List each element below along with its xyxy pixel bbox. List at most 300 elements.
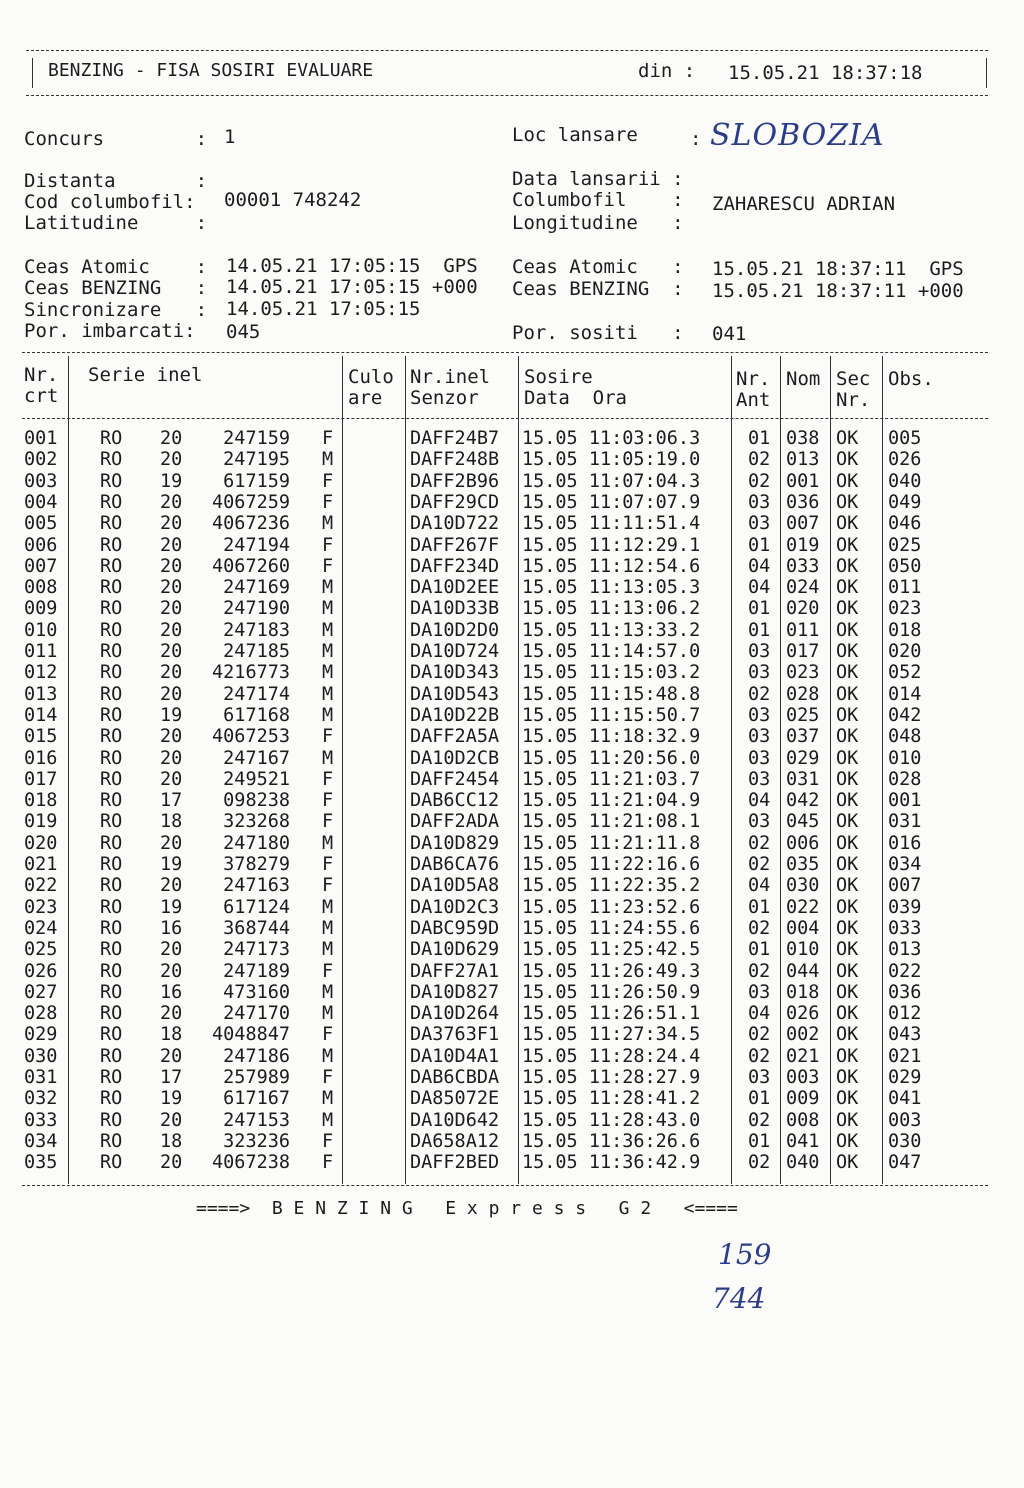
header-top-border xyxy=(26,50,988,51)
table-row xyxy=(0,726,1000,747)
table-row xyxy=(0,535,1000,556)
cell-nom: 040 xyxy=(786,1152,820,1174)
cell-sec: OK xyxy=(836,1045,859,1067)
cell-sec: OK xyxy=(836,470,859,492)
cell-country: RO xyxy=(100,491,123,513)
sincronizare-value: 14.05.21 17:05:15 xyxy=(226,298,421,320)
cell-obs: 043 xyxy=(888,1024,922,1046)
cell-antenna: 02 xyxy=(748,832,771,854)
cell-antenna: 04 xyxy=(748,875,771,897)
cell-sensor: DABC959D xyxy=(410,917,500,939)
cell-antenna: 04 xyxy=(748,555,771,577)
cell-sex: M xyxy=(322,704,334,726)
cell-country: RO xyxy=(100,598,123,620)
cell-sec: OK xyxy=(836,939,859,961)
table-row xyxy=(0,1152,1000,1173)
cell-year: 20 xyxy=(160,534,183,556)
cell-nom: 044 xyxy=(786,960,820,982)
table-row xyxy=(0,577,1000,598)
cell-sec: OK xyxy=(836,555,859,577)
ceas-benzing-left-value: 14.05.21 17:05:15 +000 xyxy=(226,276,478,298)
table-row xyxy=(0,790,1000,811)
table-row xyxy=(0,939,1000,960)
cell-arrival: 15.05 11:27:34.5 xyxy=(522,1024,701,1046)
cell-obs: 052 xyxy=(888,662,922,684)
cell-obs: 046 xyxy=(888,513,922,535)
cell-ring: 257989 xyxy=(223,1067,290,1088)
cell-arrival: 15.05 11:14:57.0 xyxy=(522,641,701,662)
cell-nom: 003 xyxy=(786,1067,820,1088)
cell-nom: 011 xyxy=(786,619,820,641)
cell-obs: 048 xyxy=(888,726,922,748)
cell-nr: 027 xyxy=(24,981,58,1003)
cell-sensor: DAFF27A1 xyxy=(410,960,500,982)
cell-country: RO xyxy=(100,1067,123,1088)
cell-ring: 617168 xyxy=(223,704,290,726)
cell-arrival: 15.05 11:07:07.9 xyxy=(522,491,701,513)
cell-arrival: 15.05 11:13:06.2 xyxy=(522,598,701,620)
latitudine-label: Latitudine : xyxy=(24,212,208,234)
cell-nr: 033 xyxy=(24,1109,58,1131)
cell-antenna: 02 xyxy=(748,854,771,875)
cell-obs: 040 xyxy=(888,470,922,492)
cell-sec: OK xyxy=(836,832,859,854)
cell-arrival: 15.05 11:26:51.1 xyxy=(522,1003,701,1025)
cell-sensor: DA10D2EE xyxy=(410,577,500,599)
cell-year: 20 xyxy=(160,960,183,982)
cell-sensor: DA10D33B xyxy=(410,598,500,620)
cell-sensor: DA10D543 xyxy=(410,683,500,705)
cell-nr: 010 xyxy=(24,619,58,641)
cell-arrival: 15.05 11:36:26.6 xyxy=(522,1130,701,1152)
cell-nom: 006 xyxy=(786,832,820,854)
sincronizare-label: Sincronizare : xyxy=(24,299,208,321)
cell-arrival: 15.05 11:28:43.0 xyxy=(522,1109,701,1131)
cell-antenna: 03 xyxy=(748,981,771,1003)
cell-country: RO xyxy=(100,768,123,790)
cell-arrival: 15.05 11:21:08.1 xyxy=(522,811,701,833)
cell-ring: 098238 xyxy=(223,790,290,812)
cell-arrival: 15.05 11:12:29.1 xyxy=(522,534,701,556)
cell-ring: 617167 xyxy=(223,1088,290,1110)
cell-ring: 247180 xyxy=(223,832,290,854)
cell-year: 20 xyxy=(160,619,183,641)
cell-country: RO xyxy=(100,428,123,449)
cell-obs: 001 xyxy=(888,790,922,812)
table-row xyxy=(0,769,1000,790)
cell-obs: 036 xyxy=(888,981,922,1003)
table-row xyxy=(0,1110,1000,1131)
cell-nom: 018 xyxy=(786,981,820,1003)
cell-antenna: 03 xyxy=(748,491,771,513)
cell-country: RO xyxy=(100,1152,123,1174)
cell-sex: M xyxy=(322,619,334,641)
cell-arrival: 15.05 11:21:11.8 xyxy=(522,832,701,854)
cell-year: 20 xyxy=(160,1045,183,1067)
cell-arrival: 15.05 11:11:51.4 xyxy=(522,513,701,535)
cell-arrival: 15.05 11:07:04.3 xyxy=(522,470,701,492)
cell-nr: 032 xyxy=(24,1088,58,1110)
cell-sec: OK xyxy=(836,917,859,939)
cell-sex: F xyxy=(322,768,334,790)
cell-sensor: DA658A12 xyxy=(410,1130,500,1152)
cell-arrival: 15.05 11:25:42.5 xyxy=(522,939,701,961)
cell-antenna: 02 xyxy=(748,470,771,492)
cell-sex: M xyxy=(322,747,334,769)
cell-sec: OK xyxy=(836,662,859,684)
cell-ring: 247186 xyxy=(223,1045,290,1067)
cell-year: 19 xyxy=(160,470,183,492)
cell-country: RO xyxy=(100,1088,123,1110)
header-sec: Sec xyxy=(836,368,871,390)
cell-antenna: 03 xyxy=(748,641,771,662)
cell-sensor: DAFF2B96 xyxy=(410,470,500,492)
ceas-benzing-right-label: Ceas BENZING : xyxy=(512,278,684,300)
cell-ring: 323268 xyxy=(223,811,290,833)
loc-lansare-colon: : xyxy=(690,128,702,150)
cell-sex: M xyxy=(322,939,334,961)
cell-arrival: 15.05 11:15:03.2 xyxy=(522,662,701,684)
cell-nom: 026 xyxy=(786,1003,820,1025)
cell-sensor: DA10D722 xyxy=(410,513,500,535)
footer-banner: ====> B E N Z I N G E x p r e s s G 2 <==== xyxy=(196,1198,738,1219)
cell-obs: 016 xyxy=(888,832,922,854)
cell-antenna: 02 xyxy=(748,1045,771,1067)
cell-antenna: 01 xyxy=(748,896,771,918)
header-serie-inel: Serie inel xyxy=(88,364,203,386)
cell-year: 20 xyxy=(160,428,183,449)
cell-sex: M xyxy=(322,1088,334,1110)
ceas-benzing-left-label: Ceas BENZING : xyxy=(24,277,208,299)
cell-sex: F xyxy=(322,534,334,556)
cell-sec: OK xyxy=(836,1130,859,1152)
cell-arrival: 15.05 11:22:16.6 xyxy=(522,854,701,875)
header-culo: Culo xyxy=(348,366,394,388)
cell-sensor: DA10D4A1 xyxy=(410,1045,500,1067)
cell-sensor: DAB6CA76 xyxy=(410,854,500,875)
cell-ring: 247183 xyxy=(223,619,290,641)
cell-ring: 247194 xyxy=(223,534,290,556)
cell-nom: 021 xyxy=(786,1045,820,1067)
cell-sensor: DA10D629 xyxy=(410,939,500,961)
cell-country: RO xyxy=(100,981,123,1003)
cell-nom: 028 xyxy=(786,683,820,705)
cell-sec: OK xyxy=(836,449,859,471)
cell-sensor: DA10D2D0 xyxy=(410,619,500,641)
cell-year: 20 xyxy=(160,939,183,961)
table-row xyxy=(0,492,1000,513)
ceas-atomic-right-value: 15.05.21 18:37:11 GPS xyxy=(712,258,964,280)
cell-nr: 034 xyxy=(24,1130,58,1152)
table-row xyxy=(0,811,1000,832)
cell-nr: 025 xyxy=(24,939,58,961)
din-value: 15.05.21 18:37:18 xyxy=(728,62,923,84)
table-row xyxy=(0,641,1000,662)
table-row xyxy=(0,705,1000,726)
cell-nom: 024 xyxy=(786,577,820,599)
longitudine-label: Longitudine : xyxy=(512,212,684,234)
cell-sec: OK xyxy=(836,747,859,769)
cell-sensor: DA10D724 xyxy=(410,641,500,662)
cell-ring: 247190 xyxy=(223,598,290,620)
cell-year: 20 xyxy=(160,1152,183,1174)
cell-sex: M xyxy=(322,449,334,471)
cell-antenna: 02 xyxy=(748,1152,771,1174)
table-row xyxy=(0,1003,1000,1024)
columbofil-value: ZAHARESCU ADRIAN xyxy=(712,193,896,215)
cell-obs: 003 xyxy=(888,1109,922,1131)
cell-nom: 033 xyxy=(786,555,820,577)
cell-obs: 026 xyxy=(888,449,922,471)
cell-year: 20 xyxy=(160,1003,183,1025)
cell-sensor: DA10D5A8 xyxy=(410,875,500,897)
cell-obs: 047 xyxy=(888,1152,922,1174)
cell-arrival: 15.05 11:36:42.9 xyxy=(522,1152,701,1174)
cell-sensor: DAFF2BED xyxy=(410,1152,500,1174)
cell-antenna: 03 xyxy=(748,811,771,833)
table-row xyxy=(0,875,1000,896)
cell-country: RO xyxy=(100,832,123,854)
cell-nr: 022 xyxy=(24,875,58,897)
cell-obs: 013 xyxy=(888,939,922,961)
cell-sex: F xyxy=(322,854,334,875)
cell-ring: 247185 xyxy=(223,641,290,662)
cell-antenna: 03 xyxy=(748,726,771,748)
cell-nom: 037 xyxy=(786,726,820,748)
cell-sensor: DA10D2CB xyxy=(410,747,500,769)
sositi-label: Por. sositi : xyxy=(512,322,684,344)
table-row xyxy=(0,556,1000,577)
table-row xyxy=(0,662,1000,683)
cell-sex: M xyxy=(322,641,334,662)
cell-year: 20 xyxy=(160,491,183,513)
cell-sex: F xyxy=(322,555,334,577)
cell-sensor: DAFF234D xyxy=(410,555,500,577)
cell-sec: OK xyxy=(836,1067,859,1088)
cell-sec: OK xyxy=(836,683,859,705)
table-row xyxy=(0,1067,1000,1088)
cell-nom: 025 xyxy=(786,704,820,726)
cell-country: RO xyxy=(100,854,123,875)
cell-country: RO xyxy=(100,1045,123,1067)
cell-antenna: 01 xyxy=(748,619,771,641)
cell-obs: 010 xyxy=(888,747,922,769)
cell-sensor: DAFF29CD xyxy=(410,491,500,513)
cell-antenna: 03 xyxy=(748,513,771,535)
cell-ring: 617124 xyxy=(223,896,290,918)
cell-obs: 028 xyxy=(888,768,922,790)
cell-sec: OK xyxy=(836,428,859,449)
cell-ring: 247153 xyxy=(223,1109,290,1131)
cell-obs: 023 xyxy=(888,598,922,620)
cell-country: RO xyxy=(100,1024,123,1046)
cell-arrival: 15.05 11:26:49.3 xyxy=(522,960,701,982)
cell-ring: 323236 xyxy=(223,1130,290,1152)
cell-ring: 4216773 xyxy=(212,662,290,684)
table-row xyxy=(0,513,1000,534)
cell-antenna: 02 xyxy=(748,683,771,705)
cell-nom: 008 xyxy=(786,1109,820,1131)
cell-sensor: DA10D264 xyxy=(410,1003,500,1025)
cell-sec: OK xyxy=(836,768,859,790)
cell-sec: OK xyxy=(836,1109,859,1131)
cell-obs: 005 xyxy=(888,428,922,449)
cell-sec: OK xyxy=(836,619,859,641)
cell-ring: 247195 xyxy=(223,449,290,471)
cell-arrival: 15.05 11:15:50.7 xyxy=(522,704,701,726)
table-row xyxy=(0,748,1000,769)
cell-arrival: 15.05 11:24:55.6 xyxy=(522,917,701,939)
cell-sex: F xyxy=(322,428,334,449)
cell-country: RO xyxy=(100,1109,123,1131)
cell-year: 20 xyxy=(160,726,183,748)
header-are: are xyxy=(348,387,383,409)
cell-ring: 473160 xyxy=(223,981,290,1003)
cell-sensor: DA10D22B xyxy=(410,704,500,726)
cell-nr: 018 xyxy=(24,790,58,812)
cell-sex: M xyxy=(322,1045,334,1067)
cell-sec: OK xyxy=(836,811,859,833)
cell-antenna: 04 xyxy=(748,577,771,599)
cell-sec: OK xyxy=(836,790,859,812)
cell-antenna: 03 xyxy=(748,704,771,726)
cell-sec: OK xyxy=(836,1003,859,1025)
cell-sec: OK xyxy=(836,875,859,897)
cell-obs: 042 xyxy=(888,704,922,726)
cell-sensor: DA10D2C3 xyxy=(410,896,500,918)
cell-ring: 249521 xyxy=(223,768,290,790)
cell-year: 20 xyxy=(160,449,183,471)
cell-ring: 247167 xyxy=(223,747,290,769)
cell-antenna: 03 xyxy=(748,662,771,684)
table-row xyxy=(0,598,1000,619)
cell-nom: 002 xyxy=(786,1024,820,1046)
cell-ring: 247174 xyxy=(223,683,290,705)
cell-sex: F xyxy=(322,1130,334,1152)
cell-country: RO xyxy=(100,641,123,662)
cell-arrival: 15.05 11:03:06.3 xyxy=(522,428,701,449)
cell-country: RO xyxy=(100,619,123,641)
cell-country: RO xyxy=(100,555,123,577)
cell-ring: 247189 xyxy=(223,960,290,982)
cell-nom: 035 xyxy=(786,854,820,875)
table-row xyxy=(0,428,1000,449)
columbofil-label: Columbofil : xyxy=(512,189,684,211)
cell-sex: M xyxy=(322,683,334,705)
cell-nom: 030 xyxy=(786,875,820,897)
cell-nom: 019 xyxy=(786,534,820,556)
cell-sex: F xyxy=(322,960,334,982)
cell-country: RO xyxy=(100,683,123,705)
cell-year: 18 xyxy=(160,1130,183,1152)
cell-sensor: DAFF248B xyxy=(410,449,500,471)
cell-nr: 030 xyxy=(24,1045,58,1067)
header-data-ora: Data Ora xyxy=(524,387,627,409)
cell-sex: F xyxy=(322,875,334,897)
cell-nom: 023 xyxy=(786,662,820,684)
ceas-atomic-left-value: 14.05.21 17:05:15 GPS xyxy=(226,255,478,277)
cell-sensor: DAFF2A5A xyxy=(410,726,500,748)
cell-nr: 017 xyxy=(24,768,58,790)
cell-nr: 008 xyxy=(24,577,58,599)
cell-obs: 050 xyxy=(888,555,922,577)
cell-nom: 017 xyxy=(786,641,820,662)
cell-sec: OK xyxy=(836,726,859,748)
table-row xyxy=(0,471,1000,492)
cell-year: 18 xyxy=(160,811,183,833)
ceas-benzing-right-value: 15.05.21 18:37:11 +000 xyxy=(712,280,964,302)
cell-obs: 033 xyxy=(888,917,922,939)
cell-antenna: 02 xyxy=(748,1109,771,1131)
cell-ring: 368744 xyxy=(223,917,290,939)
cell-obs: 049 xyxy=(888,491,922,513)
cell-sex: M xyxy=(322,577,334,599)
cell-nom: 020 xyxy=(786,598,820,620)
cell-sec: OK xyxy=(836,577,859,599)
cell-sec: OK xyxy=(836,896,859,918)
header-ant: Ant xyxy=(736,389,771,411)
header-bottom-border xyxy=(26,95,988,96)
cell-year: 20 xyxy=(160,641,183,662)
cell-sec: OK xyxy=(836,534,859,556)
cell-sex: M xyxy=(322,1003,334,1025)
cell-sec: OK xyxy=(836,960,859,982)
header-sosire: Sosire xyxy=(524,366,593,388)
cell-sensor: DA3763F1 xyxy=(410,1024,500,1046)
cell-nom: 029 xyxy=(786,747,820,769)
table-header-separator xyxy=(22,418,988,419)
cell-antenna: 02 xyxy=(748,917,771,939)
cell-sex: F xyxy=(322,790,334,812)
table-row xyxy=(0,918,1000,939)
cell-sensor: DAFF2ADA xyxy=(410,811,500,833)
cell-sensor: DAB6CC12 xyxy=(410,790,500,812)
cell-sex: M xyxy=(322,662,334,684)
cell-nom: 001 xyxy=(786,470,820,492)
data-lansarii-label: Data lansarii : xyxy=(512,168,684,190)
header-nom: Nom xyxy=(786,368,821,390)
cell-nom: 022 xyxy=(786,896,820,918)
cell-nr: 009 xyxy=(24,598,58,620)
cell-nom: 038 xyxy=(786,428,820,449)
cell-sex: F xyxy=(322,491,334,513)
cell-obs: 039 xyxy=(888,896,922,918)
cell-ring: 247159 xyxy=(223,428,290,449)
cell-year: 20 xyxy=(160,1109,183,1131)
cell-ring: 4067259 xyxy=(212,491,290,513)
cell-country: RO xyxy=(100,939,123,961)
cell-country: RO xyxy=(100,1130,123,1152)
loc-lansare-label: Loc lansare xyxy=(512,124,638,146)
cell-obs: 021 xyxy=(888,1045,922,1067)
cell-sex: F xyxy=(322,470,334,492)
cell-country: RO xyxy=(100,449,123,471)
cell-ring: 247173 xyxy=(223,939,290,961)
cell-sex: F xyxy=(322,1024,334,1046)
cod-columbofil-value: 00001 748242 xyxy=(224,189,362,211)
cell-antenna: 04 xyxy=(748,1003,771,1025)
cell-nom: 004 xyxy=(786,917,820,939)
cell-obs: 029 xyxy=(888,1067,922,1088)
handwritten-note-2: 744 xyxy=(712,1282,766,1315)
table-row xyxy=(0,1024,1000,1045)
ceas-atomic-left-label: Ceas Atomic : xyxy=(24,256,208,278)
cell-year: 20 xyxy=(160,832,183,854)
table-row xyxy=(0,1046,1000,1067)
sositi-value: 041 xyxy=(712,323,747,345)
header-left-border xyxy=(32,58,33,88)
imbarcati-label: Por. imbarcati: xyxy=(24,320,196,342)
